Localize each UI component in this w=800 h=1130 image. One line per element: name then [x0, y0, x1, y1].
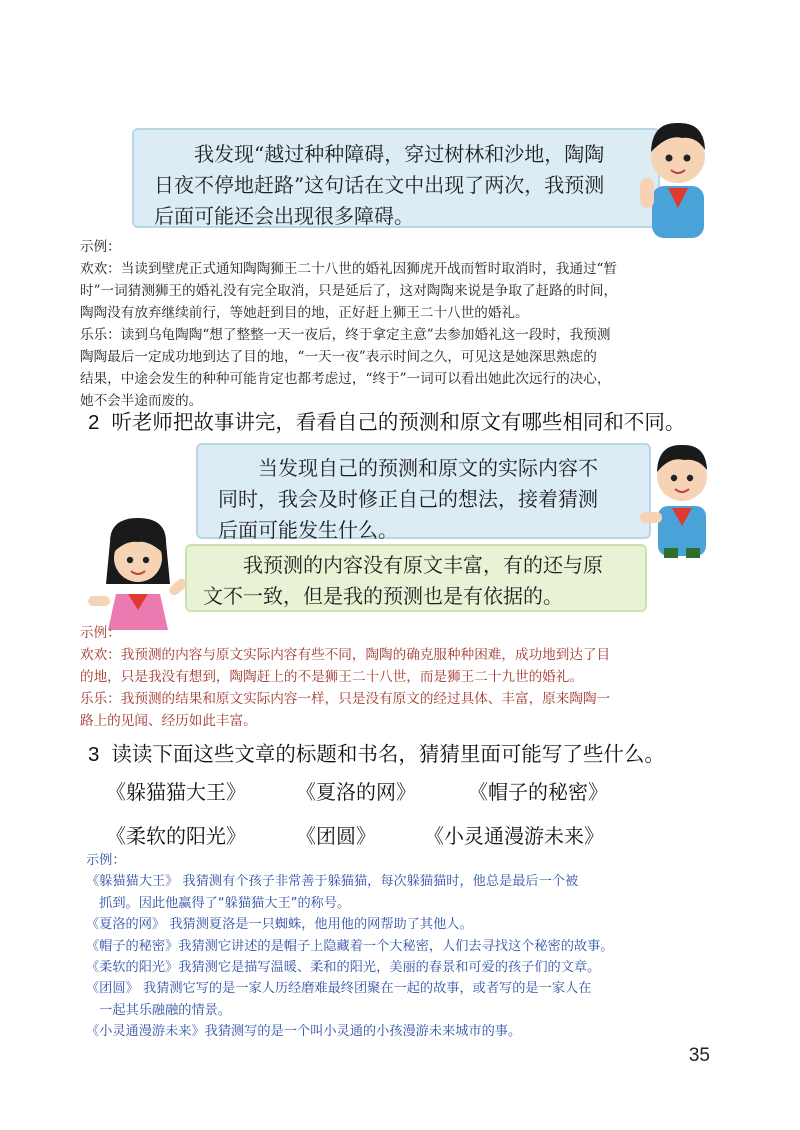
example-3	[86, 850, 614, 1043]
girl-illustration	[82, 512, 194, 630]
bubble-2-line-2: 同时，我会及时修正自己的想法，接着猜测	[218, 487, 598, 511]
example-2-line: 的地，只是我没有想到，陶陶赶上的不是狮王二十八世，而是狮王二十九世的婚礼。	[80, 669, 583, 685]
page-number: 35	[688, 1045, 710, 1066]
example-1-line: 陶陶没有放弃继续前行，等她赶到目的地，正好赶上狮王二十八世的婚礼。	[80, 305, 529, 321]
book-title: 《夏洛的网》	[296, 780, 416, 804]
example-3-line: 《夏洛的网》 我猜测夏洛是一只蜘蛛，他用他的网帮助了其他人。	[86, 917, 473, 933]
bubble-3-line-1: 我预测的内容没有原文丰富，有的还与原	[203, 553, 603, 577]
example-3-line: 《团圆》 我猜测它写的是一家人历经磨难最终团聚在一起的故事，或者写的是一家人在	[86, 981, 592, 997]
question-3	[88, 737, 665, 767]
example-1-line: 结果，中途会发生的种种可能肯定也都考虑过，“终于”一词可以看出她此次远行的决心，	[80, 371, 611, 387]
example-2-line: 乐乐：我预测的结果和原文实际内容一样，只是没有原文的经过具体、丰富，原来陶陶一	[80, 691, 611, 707]
book-title: 《团圆》	[296, 824, 376, 848]
question-3-number: 3	[88, 743, 100, 766]
example-3-line: 《小灵通漫游未来》我猜测写的是一个叫小灵通的小孩漫游未来城市的事。	[86, 1024, 522, 1040]
example-1-label: 示例：	[80, 239, 121, 255]
example-2-line: 路上的见闻、经历如此丰富。	[80, 713, 257, 729]
bubble-3-line-2: 文不一致，但是我的预测也是有依据的。	[203, 584, 563, 608]
example-3-line: 抓到。因此他赢得了“躲猫猫大王”的称号。	[86, 895, 351, 911]
example-1	[80, 236, 617, 412]
bubble-2-line-3: 后面可能发生什么。	[218, 518, 398, 542]
example-3-line: 《柔软的阳光》我猜测它是描写温暖、柔和的阳光，美丽的春景和可爱的孩子们的文章。	[86, 960, 601, 976]
example-3-line: 一起其乐融融的情景。	[86, 1002, 232, 1018]
boy-illustration-1	[638, 108, 718, 238]
speech-bubble-2	[196, 443, 651, 542]
book-title: 《躲猫猫大王》	[106, 780, 246, 804]
boy-illustration-2	[636, 428, 726, 558]
question-2-text: 听老师把故事讲完，看看自己的预测和原文有哪些相同和不同。	[111, 410, 686, 434]
question-2	[88, 405, 685, 435]
question-3-text: 读读下面这些文章的标题和书名，猜猜里面可能写了些什么。	[111, 742, 665, 766]
book-title: 《帽子的秘密》	[468, 780, 608, 804]
example-1-line: 乐乐：读到乌龟陶陶“想了整整一天一夜后，终于拿定主意”去参加婚礼这一段时，我预测	[80, 327, 611, 343]
example-1-line: 时”一词猜测狮王的婚礼没有完全取消，只是延后了，这对陶陶来说是争取了赶路的时间，	[80, 283, 618, 299]
question-2-number: 2	[88, 411, 100, 434]
example-2-line: 欢欢：我预测的内容与原文实际内容有些不同，陶陶的确克服种种困难，成功地到达了目	[80, 647, 611, 663]
bubble-1-line-3: 后面可能还会出现很多障碍。	[154, 204, 414, 228]
speech-bubble-1	[132, 128, 660, 228]
bubble-2-line-1: 当发现自己的预测和原文的实际内容不	[218, 456, 598, 480]
example-1-line: 欢欢：当读到壁虎正式通知陶陶狮王二十八世的婚礼因狮虎开战而暂时取消时，我通过“暂	[80, 261, 618, 277]
example-1-line: 陶陶最后一定成功地到达了目的地，“一天一夜”表示时间之久，可见这是她深思熟虑的	[80, 349, 597, 365]
bubble-1-line-2: 日夜不停地赶路”这句话在文中出现了两次，我预测	[154, 173, 605, 197]
example-3-line: 《躲猫猫大王》 我猜测有个孩子非常善于躲猫猫，每次躲猫猫时，他总是最后一个被	[86, 874, 579, 890]
example-3-label: 示例：	[86, 853, 126, 868]
example-1-line: 她不会半途而废的。	[80, 393, 203, 409]
book-title: 《柔软的阳光》	[106, 824, 246, 848]
example-2	[80, 622, 610, 732]
example-2-label: 示例：	[80, 625, 121, 641]
speech-bubble-3	[185, 544, 647, 612]
bubble-1-line-1: 我发现“越过种种障碍，穿过树林和沙地，陶陶	[154, 142, 605, 166]
book-title: 《小灵通漫游未来》	[424, 824, 604, 848]
example-3-line: 《帽子的秘密》我猜测它讲述的是帽子上隐藏着一个大秘密，人们去寻找这个秘密的故事。	[86, 938, 614, 954]
